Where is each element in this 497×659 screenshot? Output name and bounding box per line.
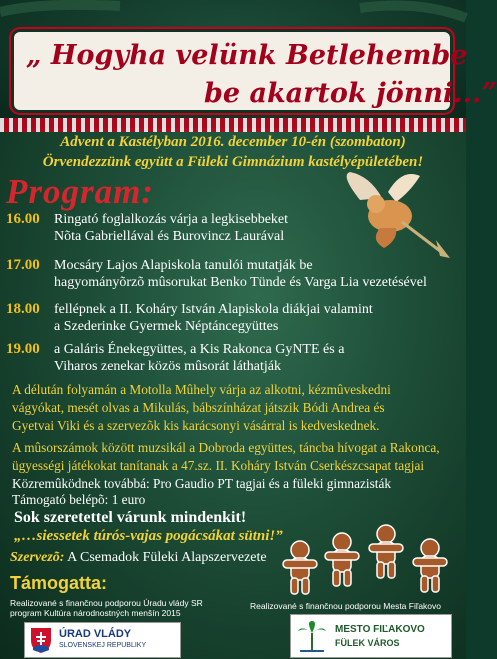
support-left-text [10, 598, 203, 618]
program-text: fellépnek a II. Koháry István Alapiskola diákjai valamint [54, 302, 373, 317]
event-date: Advent a Kastélyban 2016. december 10-én (szombaton) [60, 134, 406, 150]
organizer-label: Szervezõ: [10, 550, 65, 565]
between-line: A mûsorszámok között muzsikál a Dobroda együttes, táncba hívogat a Rakonca, [12, 440, 440, 455]
support-left-line: program Kultúra národnostných menšín 2015 [10, 608, 181, 618]
logo-right-name: MESTO FIĽAKOVO [335, 624, 425, 635]
support-left-line: Realizované s finančnou podporou Úradu vlády SR [10, 598, 203, 608]
slovak-coat-of-arms-icon [29, 626, 53, 654]
program-row-3-cont: a Szederinke Gyermek Néptáncegyüttes [54, 319, 279, 334]
event-venue: Örvendezzünk együtt a Füleki Gimnázium kastélyépületében! [42, 154, 424, 170]
program-row-1-cont: Nõta Gabriellával és Burovincz Laurával [54, 229, 285, 244]
program-row-4-cont: Viharos zenekar közös mûsorát láthatják [54, 359, 281, 374]
support-right-text: Realizované s finančnou podporou Mesta Fiľakovo [250, 601, 442, 611]
palm-tree-icon [296, 619, 328, 653]
program-time: 17.00 [6, 257, 40, 273]
afternoon-line: A délután folyamán a Motolla Mûhely várja az alkotni, kézmûveskedni [12, 382, 391, 397]
cooperation-text: Közremûködnek továbbá: Pro Gaudio PT tagjai és a füleki gimnazisták [12, 476, 391, 491]
support-heading: Támogatta: [10, 573, 108, 593]
pogacsa-text: „…siessetek túrós-vajas pogácsákat sütni!” [14, 528, 283, 544]
program-time: 19.00 [6, 341, 40, 357]
angel-icon [340, 170, 452, 260]
title-line-1: „ Hogyha velünk Betlehembe [26, 40, 468, 71]
organizer-name: A Csemadok Füleki Alapszervezete [67, 550, 267, 565]
program-time: 18.00 [6, 301, 40, 317]
afternoon-line: Gyetvai Viki és a szervezõk kis karácsonyi vásárral is kedveskednek. [12, 418, 380, 433]
afternoon-paragraph [12, 381, 457, 435]
logo-left-name: ÚRAD VLÁDY [59, 628, 132, 640]
ticket-price: Támogató belépõ: 1 euro [12, 492, 146, 507]
mesto-filakovo-logo [290, 614, 452, 658]
program-row-4 [6, 341, 344, 358]
between-paragraph [12, 439, 457, 475]
program-time: 16.00 [6, 211, 40, 227]
organizer [10, 550, 267, 566]
between-line: ügyességi játékokat tanítanak a 47.sz. II. Koháry István Cserkészcsapat tagjai [12, 458, 425, 473]
program-row-2-cont: hagyományõrzõ mûsorukat Benko Tünde és Varga Lia vezetésével [54, 275, 427, 290]
program-heading: Program: [6, 172, 154, 211]
program-row-3 [6, 301, 373, 318]
program-row-2 [6, 257, 313, 274]
gingerbread-icon [276, 520, 466, 610]
afternoon-line: vágyókat, mesét olvas a Mikulás, bábszínházat játszik Bódi Andrea és [12, 400, 385, 415]
urad-vlady-logo [24, 622, 181, 658]
program-text: a Galáris Énekegyüttes, a Kis Rakonca GyNTE és a [54, 342, 345, 357]
bead-garland [0, 118, 466, 132]
program-row-1 [6, 211, 288, 228]
title-line-2: be akartok jönni...” [204, 78, 497, 109]
program-text: Ringató foglalkozás várja a legkisebbeket [54, 212, 289, 227]
logo-left-sub: SLOVENSKEJ REPUBLIKY [59, 642, 147, 649]
welcome-text: Sok szeretettel várunk mindenkit! [14, 509, 247, 526]
program-text: Mocsáry Lajos Alapiskola tanulói mutatják be [54, 258, 313, 273]
logo-right-sub: FÜLEK VÁROS [335, 638, 400, 648]
